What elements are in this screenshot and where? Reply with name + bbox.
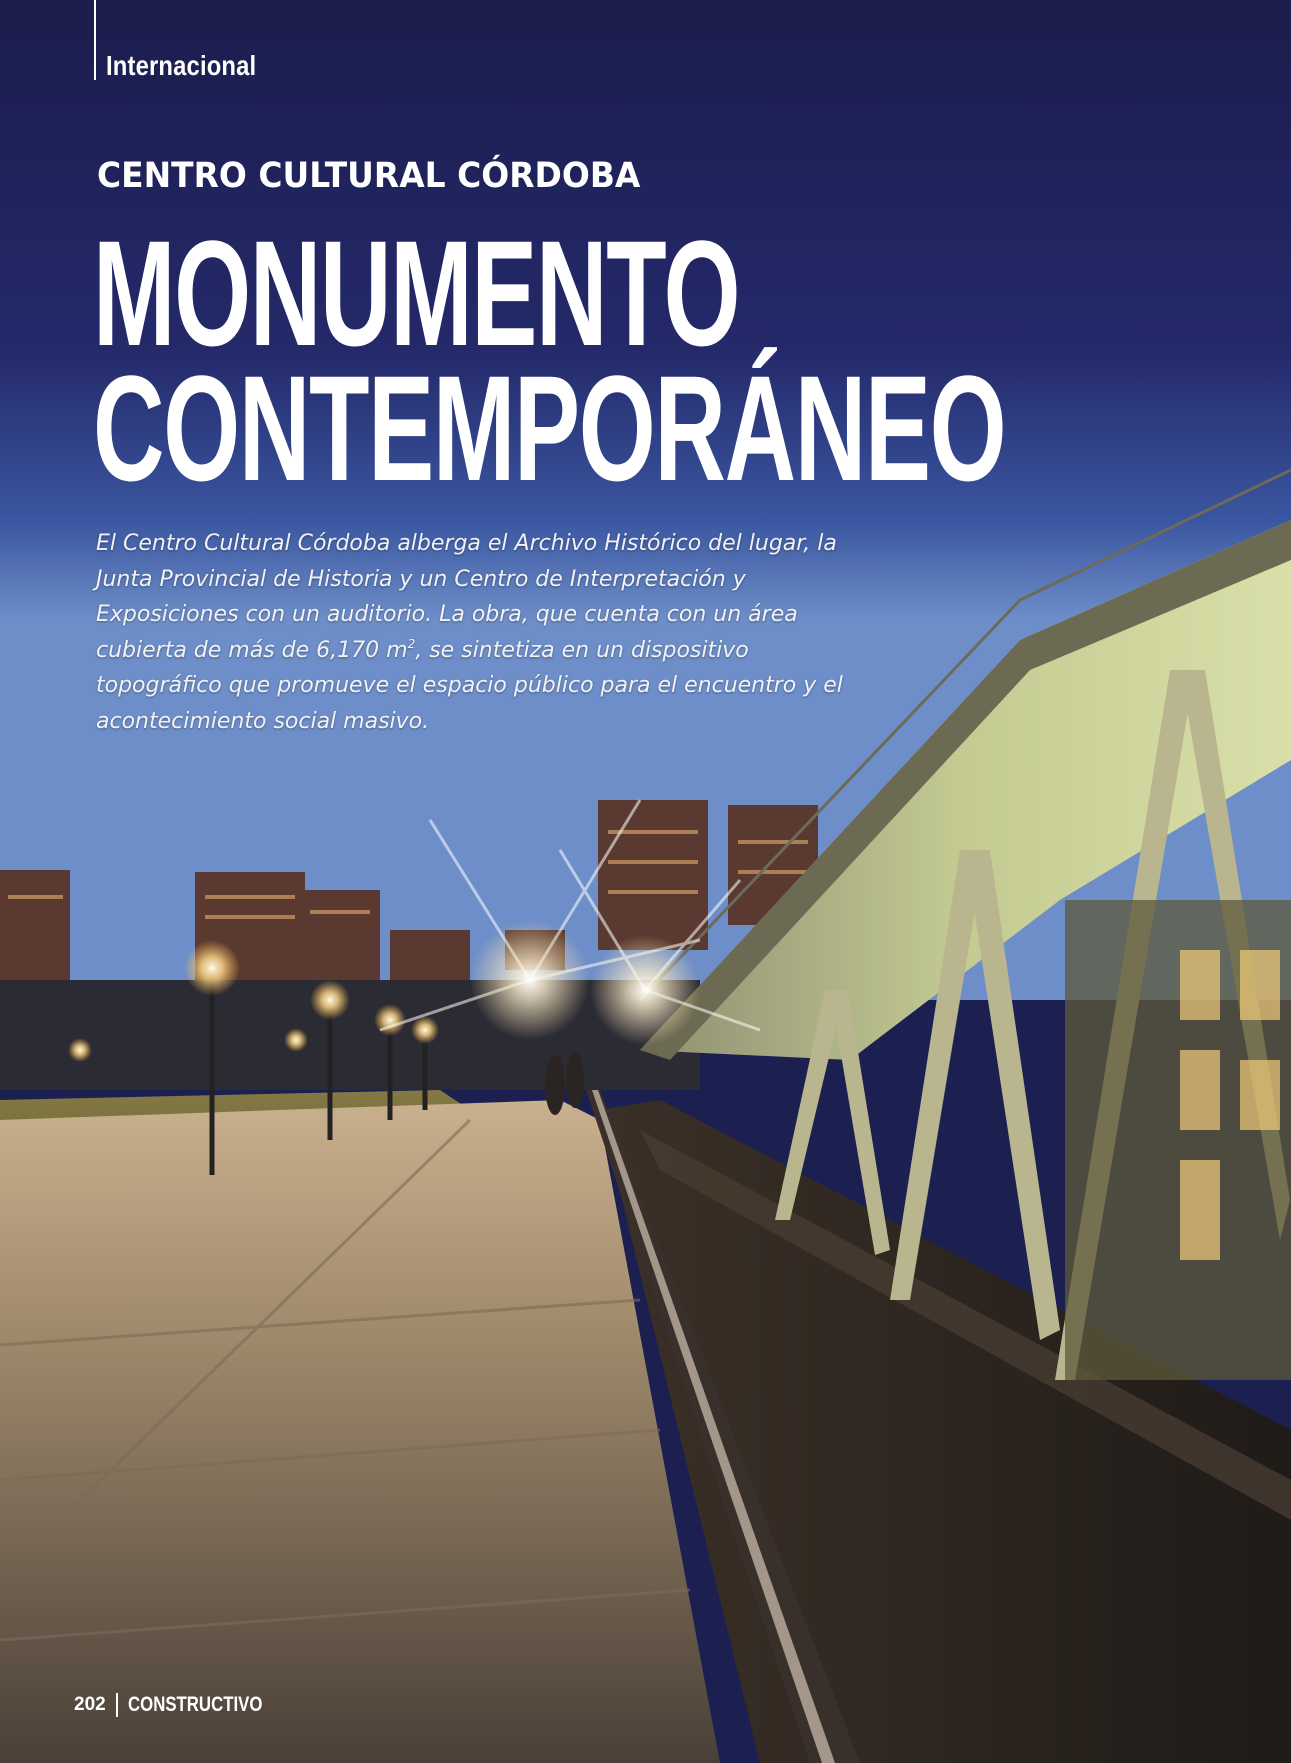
- page-number: 202: [74, 1694, 106, 1715]
- article-kicker: CENTRO CULTURAL CÓRDOBA: [97, 156, 641, 196]
- footer-divider: [116, 1693, 118, 1717]
- lede-superscript: 2: [407, 636, 416, 651]
- headline-line-1: MONUMENTO: [93, 209, 740, 377]
- lede-text-part-1: El Centro Cultural Córdoba alberga el Archivo Histórico del lugar, la Junta Provincial de Historia y un Centro de Interpretación y Exposiciones con un auditorio. La obra, que cuenta con un área cubierta de más de 6,170 m: [96, 531, 837, 663]
- article-headline: [93, 209, 1006, 512]
- article-lede: [96, 526, 866, 740]
- magazine-name: CONSTRUCTIVO: [127, 1693, 263, 1716]
- section-rule: [94, 0, 96, 80]
- lede-text-part-2: , se sintetiza en un dispositivo topográfico que promueve el espacio público para el encuentro y el acontecimiento social masivo.: [96, 637, 843, 734]
- page-footer: [74, 1692, 296, 1718]
- section-label: Internacional: [106, 50, 257, 81]
- headline-line-2: CONTEMPORÁNEO: [93, 344, 1006, 512]
